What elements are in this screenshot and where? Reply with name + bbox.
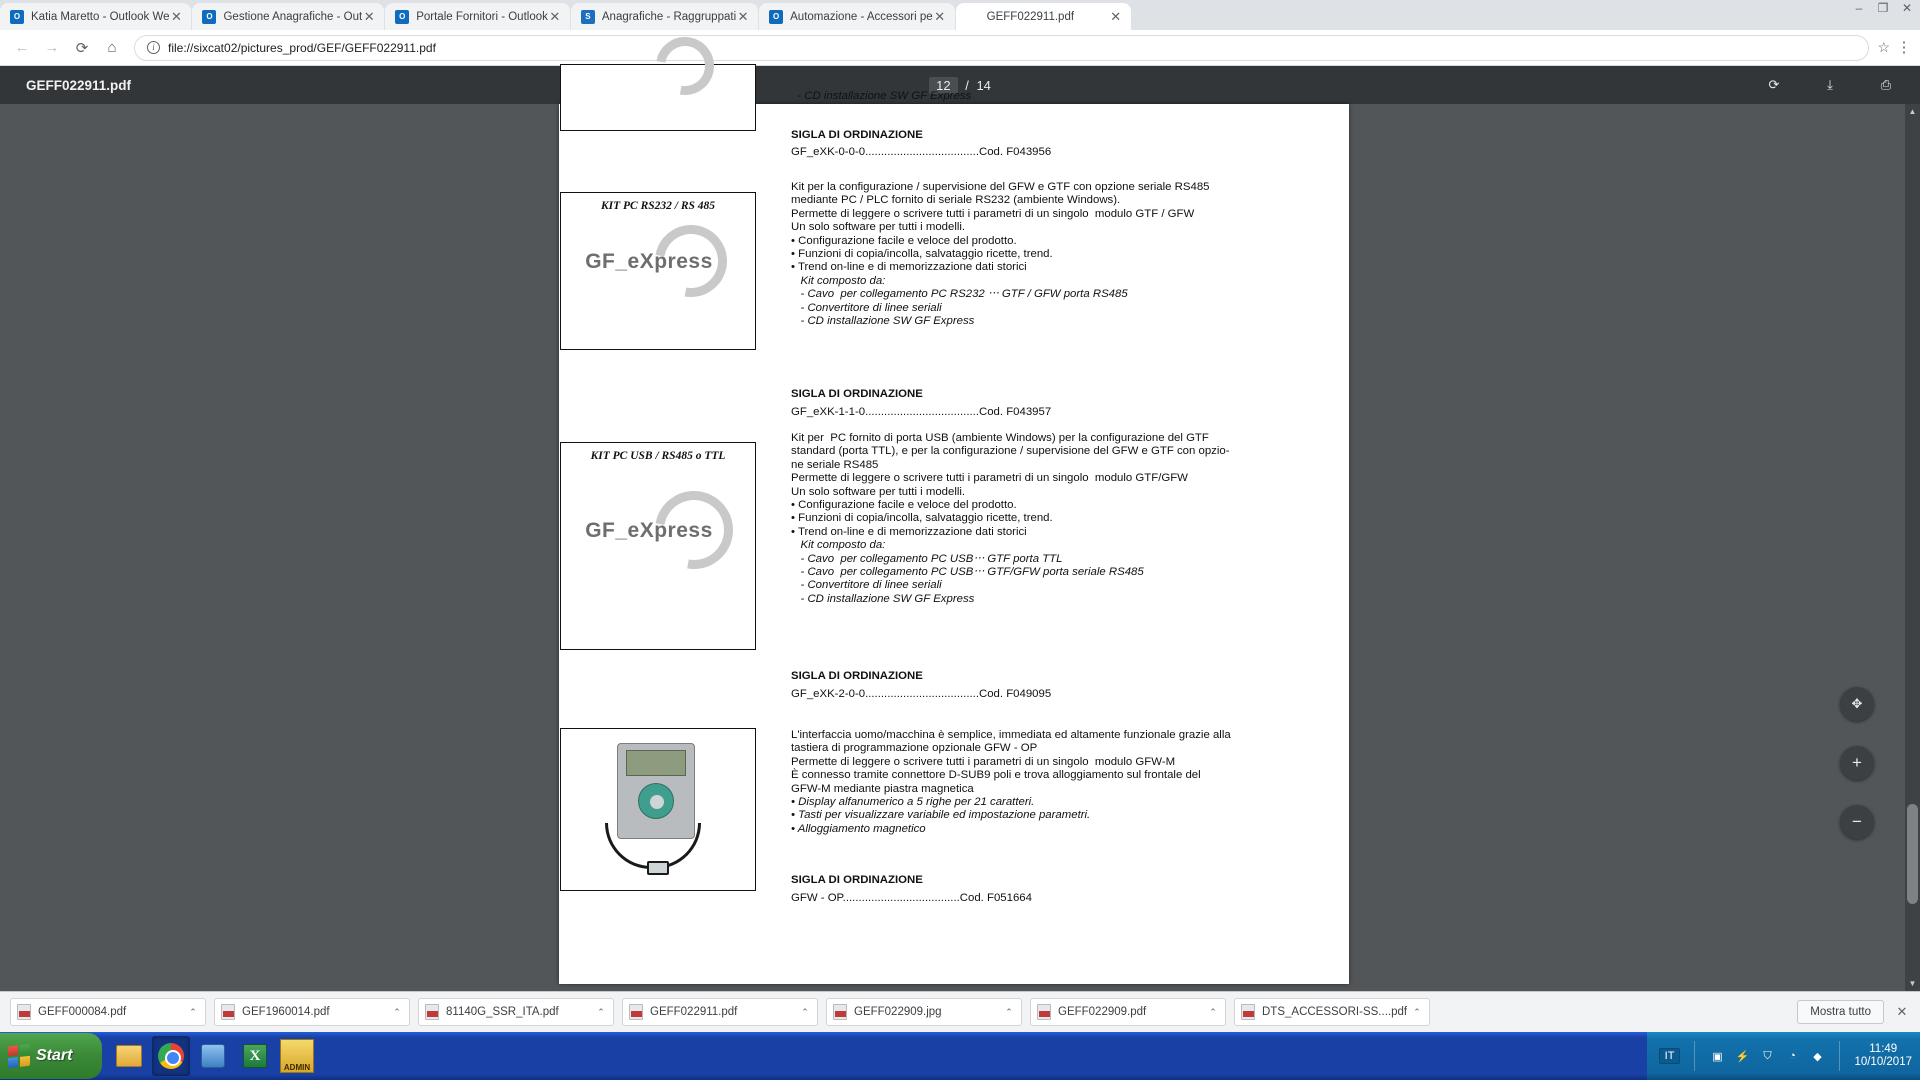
scroll-down-arrow-icon[interactable]: ▼ [1908, 979, 1917, 988]
zoom-out-button[interactable]: − [1840, 805, 1874, 839]
product-image-box-2 [560, 442, 756, 650]
sigla-heading-2: SIGLA DI ORDINAZIONE [791, 670, 923, 682]
taskbar-app-file-explorer[interactable] [110, 1036, 148, 1076]
product-description-1: Kit per la configurazione / supervisione del GFW e GTF con opzione seriale RS485 mediante PC / PLC fornito di seriale RS232 (ambiente Windows). Permette di leggere o scrivere tutti i parametri di un singolo modulo GTF / GFW Un solo software per tutti i modelli. • Configurazione facile e veloce del prodotto. • Funzioni di copia/incolla, salvataggio ricette, trend. • Trend on-line e di memorizzazione dati storici Kit composto da: - Cavo per collegamento PC RS232 ‧‧‧ GTF / GFW porta RS485 - Convertitore di linee seriali - CD installazione SW GF Express [791, 181, 1210, 328]
order-code-2: GF_eXK-2-0-0....................................Cod. F049095 [791, 688, 1052, 700]
product-description-3: L'interfaccia uomo/macchina è semplice, immediata ed altamente funzionale grazie alla tastiera di programmazione opzionale GFW - OP Permette di leggere o scrivere tutti i parametri di un singolo modulo GFW-M È connesso tramite connettore D-SUB9 poli e trova alloggiamento sul frontale del GFW-M mediante piastra magnetica • Display alfanumerico a 5 righe per 21 caratteri. • Tasti per visualizzare variabile ed impostazione parametri. • Alloggiamento magnetico [791, 729, 1231, 835]
folder-icon [116, 1045, 142, 1067]
download-item[interactable] [1030, 998, 1226, 1026]
download-filename: GEFF022909.jpg [854, 1006, 942, 1018]
product-description-0: - CD installazione SW GF Express [791, 90, 972, 102]
order-code-0: GF_eXK-0-0-0....................................Cod. F043956 [791, 146, 1052, 158]
pdf-filename: GEFF022911.pdf [26, 77, 132, 93]
home-icon[interactable]: ⌂ [107, 39, 117, 56]
tray-icon-1[interactable]: ⚡ [1735, 1050, 1750, 1063]
chevron-up-icon[interactable]: ⌃ [189, 1006, 197, 1017]
product-box-label-1: KIT PC RS232 / RS 485 [600, 200, 716, 212]
window-controls [1852, 2, 1914, 14]
pdf-file-icon [1241, 1004, 1255, 1020]
admin-icon [280, 1039, 314, 1073]
pdf-action-group [1764, 75, 1896, 95]
pdf-file-icon [221, 1004, 235, 1020]
tab-favicon-sharepoint: S [581, 10, 595, 24]
zoom-in-button[interactable]: + [1840, 746, 1874, 780]
close-icon[interactable]: ✕ [549, 8, 561, 24]
keypad-dial [638, 783, 674, 819]
chevron-up-icon[interactable]: ⌃ [1005, 1006, 1013, 1017]
pdf-file-icon [425, 1004, 439, 1020]
tray-icon-4[interactable]: ◆ [1813, 1050, 1822, 1063]
chrome-menu-icon[interactable]: ⋮ [1896, 38, 1912, 56]
browser-tab-5-active[interactable] [956, 3, 1131, 30]
close-icon[interactable]: ✕ [737, 8, 749, 24]
forward-icon[interactable]: → [44, 39, 60, 56]
excel-icon: X [243, 1044, 267, 1068]
product-image-box-3 [560, 728, 756, 891]
pdf-file-icon [17, 1004, 31, 1020]
browser-toolbar [0, 30, 1920, 66]
notepad-icon [201, 1044, 225, 1068]
download-filename: 81140G_SSR_ITA.pdf [446, 1006, 559, 1018]
product-description-2: Kit per PC fornito di porta USB (ambiente Windows) per la configurazione del GTF standard (porta TTL), e per la configurazione / supervisione del GFW e GTF con opzio- ne seriale RS485 Permette di leggere o scrivere tutti i parametri di un singolo modulo GTF/GFW Un solo software per tutti i modelli. • Configurazione facile e veloce del prodotto. • Funzioni di copia/incolla, salvataggio ricette, trend. • Trend on-line e di memorizzazione dati storici Kit composto da: - Cavo per collegamento PC USB‧‧‧ GTF porta TTL - Cavo per collegamento PC USB‧‧‧ GTF/GFW porta seriale RS485 - Convertitore di linee seriali - CD installazione SW GF Express [791, 432, 1230, 605]
chrome-icon [158, 1043, 184, 1069]
sigla-heading-0: SIGLA DI ORDINAZIONE [791, 129, 923, 141]
tray-divider [1694, 1041, 1695, 1071]
info-icon: i [147, 41, 160, 54]
tray-icon-2[interactable]: ⛉ [1763, 1049, 1772, 1062]
clock[interactable] [1854, 1043, 1912, 1069]
close-shelf-icon[interactable]: ✕ [1896, 1004, 1908, 1019]
start-button[interactable] [0, 1033, 102, 1079]
download-icon[interactable]: ⤓ [1827, 77, 1833, 92]
download-filename: DTS_ACCESSORI-SS....pdf [1262, 1006, 1408, 1018]
download-filename: GEFF000084.pdf [38, 1006, 127, 1018]
download-shelf [0, 991, 1920, 1032]
tab-title: Portale Fornitori - Outlook [416, 10, 548, 23]
language-indicator[interactable]: IT [1659, 1048, 1681, 1064]
chevron-up-icon[interactable]: ⌃ [393, 1006, 401, 1017]
download-item[interactable] [418, 998, 614, 1026]
tab-favicon-outlook: O [395, 10, 409, 24]
taskbar-apps [108, 1036, 316, 1076]
bookmark-star-icon[interactable]: ☆ [1877, 39, 1890, 55]
download-item[interactable] [622, 998, 818, 1026]
download-filename: GEFF022909.pdf [1058, 1006, 1147, 1018]
zoom-fit-button[interactable]: ✥ [1840, 687, 1874, 721]
pdf-file-icon [1037, 1004, 1051, 1020]
browser-tab-2[interactable] [385, 3, 570, 30]
vertical-scrollbar[interactable] [1905, 104, 1920, 991]
tab-strip [0, 0, 1920, 30]
tab-title: Katia Maretto - Outlook We [31, 10, 170, 23]
image-file-icon [833, 1004, 847, 1020]
tab-favicon-outlook: O [769, 10, 783, 24]
taskbar-app-google-chrome[interactable] [152, 1036, 190, 1076]
pdf-page-separator: / [965, 77, 969, 93]
back-icon[interactable]: ← [14, 39, 30, 56]
windows-logo-icon [8, 1044, 30, 1068]
system-tray [1647, 1032, 1920, 1080]
browser-tab-4[interactable] [759, 3, 955, 30]
pdf-page [559, 90, 1349, 984]
scroll-up-arrow-icon[interactable]: ▲ [1908, 107, 1917, 116]
tab-title: Gestione Anagrafiche - Out [223, 10, 363, 23]
download-filename: GEFF022911.pdf [650, 1006, 738, 1018]
tab-favicon-pdf [966, 10, 980, 24]
tray-divider [1839, 1041, 1840, 1071]
tray-icon-3[interactable]: ◔ [1789, 1050, 1796, 1062]
close-window-icon[interactable]: ✕ [1901, 1, 1913, 15]
tab-title: Automazione - Accessori pe [790, 10, 933, 23]
address-bar[interactable] [134, 35, 1869, 61]
order-code-1: GF_eXK-1-1-0....................................Cod. F043957 [791, 406, 1052, 418]
product-image-box-0 [560, 64, 756, 131]
tab-title: GEFF022911.pdf [986, 10, 1075, 23]
tray-icon-0[interactable]: ▣ [1712, 1050, 1723, 1063]
clock-date: 10/10/2017 [1854, 1056, 1912, 1068]
tab-favicon-outlook: O [202, 10, 216, 24]
chevron-up-icon[interactable]: ⌃ [597, 1006, 605, 1017]
gf-express-logo-2: GF_eXpress [585, 519, 713, 542]
keypad-connector [647, 861, 669, 875]
gf-express-logo-1: GF_eXpress [585, 250, 713, 273]
print-icon[interactable]: ⎙ [1880, 77, 1892, 92]
download-item[interactable] [1234, 998, 1430, 1026]
browser-tab-3[interactable] [571, 3, 758, 30]
windows-taskbar [0, 1032, 1920, 1080]
address-text: file://sixcat02/pictures_prod/GEF/GEFF022911.pdf [168, 40, 436, 55]
minimize-icon[interactable]: – [1855, 1, 1863, 15]
maximize-icon[interactable]: ❐ [1877, 1, 1889, 15]
shelf-actions [1797, 1000, 1910, 1024]
close-icon[interactable]: ✕ [171, 8, 182, 24]
chevron-up-icon[interactable]: ⌃ [1209, 1006, 1217, 1017]
close-icon[interactable]: ✕ [363, 8, 375, 24]
scrollbar-thumb[interactable] [1907, 804, 1918, 904]
clock-time: 11:49 [1869, 1043, 1898, 1055]
close-icon[interactable]: ✕ [1110, 8, 1122, 24]
chevron-up-icon[interactable]: ⌃ [1413, 1006, 1421, 1017]
pdf-page-input[interactable]: 12 [929, 77, 957, 94]
order-code-3: GFW - OP.....................................Cod. F051664 [791, 892, 1032, 904]
browser-tab-1[interactable] [192, 3, 384, 30]
sigla-heading-3: SIGLA DI ORDINAZIONE [791, 874, 923, 886]
product-image-box-1 [560, 192, 756, 350]
pdf-file-icon [629, 1004, 643, 1020]
taskbar-app-notepad[interactable] [194, 1036, 232, 1076]
download-item[interactable] [214, 998, 410, 1026]
product-box-label-2: KIT PC USB / RS485 o TTL [590, 450, 726, 462]
keypad-display [626, 750, 686, 776]
show-all-downloads-button[interactable]: Mostra tutto [1797, 1000, 1884, 1024]
start-label: Start [36, 1047, 73, 1064]
download-filename: GEF1960014.pdf [242, 1006, 330, 1018]
toolbar-actions [1877, 39, 1912, 56]
pdf-page-total: 14 [976, 77, 991, 93]
pdf-canvas-area[interactable] [0, 90, 1920, 991]
admin-label: ADMIN [283, 1063, 311, 1072]
taskbar-app-excel[interactable] [236, 1036, 274, 1076]
taskbar-app-admin[interactable] [278, 1036, 316, 1076]
tab-favicon-outlook: O [10, 10, 24, 24]
rotate-icon[interactable]: ⟳ [1768, 77, 1780, 92]
reload-icon[interactable]: ⟳ [75, 39, 89, 57]
chevron-up-icon[interactable]: ⌃ [801, 1006, 809, 1017]
browser-tab-0[interactable] [0, 3, 191, 30]
tab-title: Anagrafiche - Raggruppati [601, 10, 737, 23]
download-item[interactable] [10, 998, 206, 1026]
download-item[interactable] [826, 998, 1022, 1026]
sigla-heading-1: SIGLA DI ORDINAZIONE [791, 388, 923, 400]
close-icon[interactable]: ✕ [934, 8, 946, 24]
